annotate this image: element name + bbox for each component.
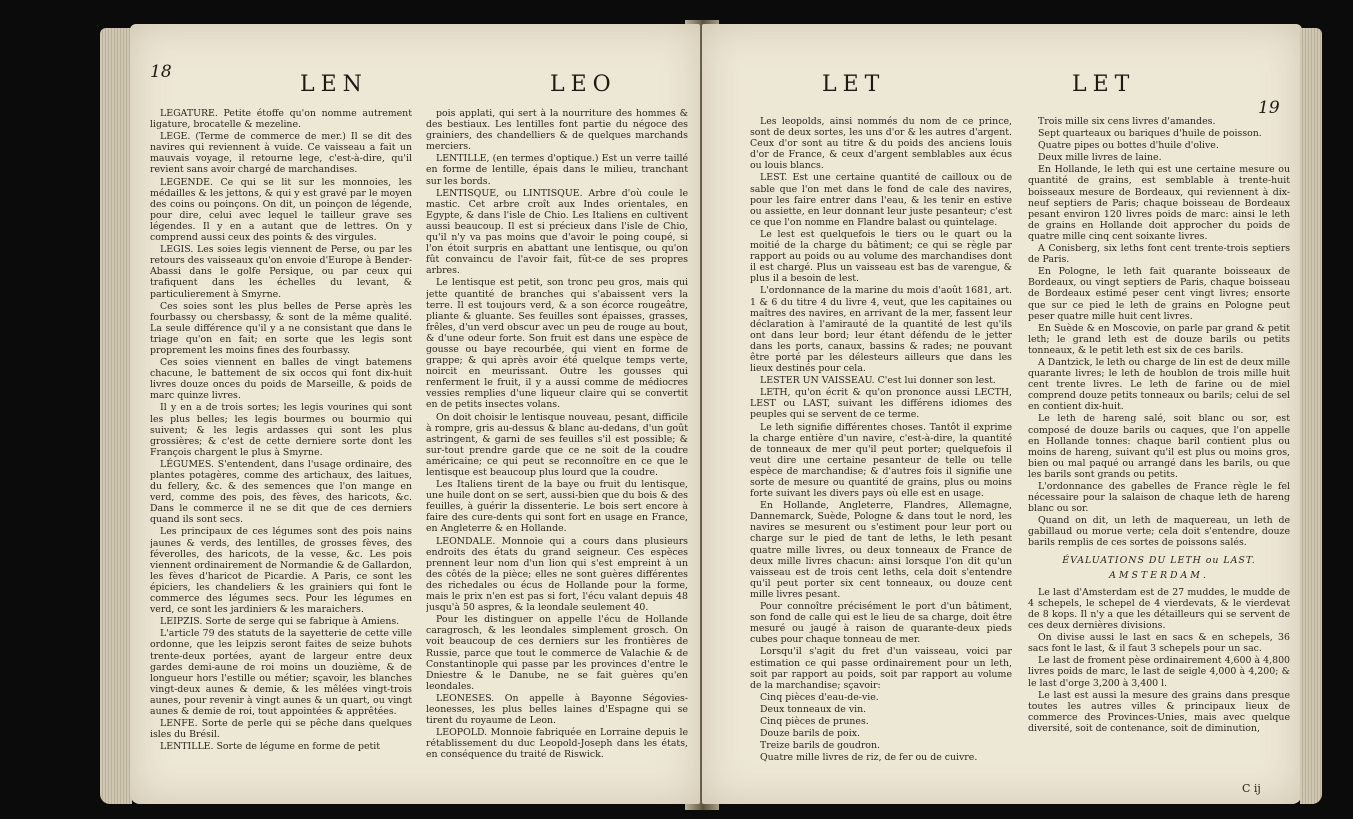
text-paragraph: L'article 79 des statuts de la sayetterie de cette ville ordonne, que les leipzis seront faites de seize buhots trente-deux portées, ayant de largeur entre deux gardes demi-aune de roi moins un douzième, & de longueur hors l'estille ou métier; sçavoir, les blanches vingt-deux aunes & demie, & les mêlées vingt-trois aunes, pour revenir à vingt aunes & un quart, ou vingt aunes & demie de roi, tout appointées & apprêtées.: [150, 628, 412, 717]
text-paragraph: Les Italiens tirent de la baye ou fruit du lentisque, une huile dont on se sert, aussi-bien que du bois & des feuilles, à guérir la dissenterie. Le bois sert encore à faire des cure-dents qui sont fort en usage en France, en Angleterre & en Hollande.: [426, 479, 688, 535]
text-paragraph: Douze barils de poix.: [760, 728, 860, 740]
text-paragraph: Les principaux de ces légumes sont des pois nains jaunes & verds, des lentilles, de grosses fèves, des féverolles, des haricots, de la vesse, &c. Les pois viennent ordinairement de Normandie & de Gallardon, les fèves d'haricot de Picardie. A Paris, ce sont les épiciers, les chandeliers & les grainiers qui font le commerce des légumes secs. Pour les légumes en verd, ce sont les jardiniers & les maraichers.: [150, 526, 412, 616]
text-paragraph: A Dantzick, le leth ou charge de lin est de deux mille quarante livres; le leth de houblon de trois mille huit cent trente livres. Le leth de farine ou de miel comprend douze petits tonneaux ou barils; celui de sel en contient dix-huit.: [1028, 356, 1290, 413]
running-head-right-col1: LET: [822, 72, 886, 97]
text-paragraph: Treize barils de goudron.: [760, 740, 880, 752]
text-paragraph: Le last de froment pèse ordinairement 4,600 à 4,800 livres poids de marc, le last de seigle 4,000 à 4,200; & le last d'orge 3,200 à 3,400 l.: [1028, 655, 1290, 689]
right-page-column-2: [1028, 116, 1290, 784]
text-paragraph: LETH, qu'on écrit & qu'on prononce aussi LECTH, LEST ou LAST, suivant les différens idiomes des peuples qui se servent de ce terme.: [750, 387, 1012, 421]
text-paragraph: L'ordonnance de la marine du mois d'août 1681, art. 1 & 6 du titre 4 du livre 4, veut, que les capitaines ou maîtres des navires, en arrivant de la mer, fassent leur déclaration à l'amirauté de la quantité de lest qu'ils ont dans leur bord; leur étant défendu de le jetter dans les ports, canaux, bassins & rades; ne pouvant être porté par les délesteurs ailleurs que dans les lieux destinés pour cela.: [750, 285, 1012, 375]
text-paragraph: LEONESES. On appelle à Bayonne Ségovies-leonesses, les plus belles laines d'Espagne qui se tirent du royaume de Leon.: [426, 692, 688, 727]
text-paragraph: Cinq pièces de prunes.: [760, 715, 869, 727]
text-paragraph: LENTILLE, (en termes d'optique.) Est un verre taillé en forme de lentille, épais dans le milieu, tranchant sur les bords.: [426, 153, 688, 187]
text-paragraph: Le last est aussi la mesure des grains dans presque toutes les autres villes & principaux lieux de commerce des Provinces-Unies, mais avec quelque diversité, soit de contenance, soit de diminution,: [1028, 689, 1290, 734]
text-paragraph: LENTILLE. Sorte de légume en forme de petit: [160, 741, 381, 753]
left-page-edges: [100, 28, 132, 804]
text-paragraph: En Suède & en Moscovie, on parle par grand & petit leth; le grand leth est de douze barils ou petits tonneaux, & le petit leth est six de ces barils.: [1028, 322, 1290, 356]
text-paragraph: AMSTERDAM.: [1109, 569, 1209, 581]
right-page-column-1: [750, 116, 1012, 796]
text-paragraph: En Hollande, le leth qui est une certaine mesure ou quantité de grains, est semblable à trente-huit boisseaux mesure de Bordeaux, qui reviennent à dix-neuf septiers de Paris; chaque boisseau de Bordeaux pesant environ 120 livres poids de marc: ainsi le leth de grains en Hollande doit approcher du poids de quatre mille cinq cent soixante livres.: [1028, 164, 1290, 242]
text-paragraph: Quatre mille livres de riz, de fer ou de cuivre.: [760, 752, 978, 764]
open-book: [100, 10, 1325, 810]
text-paragraph: En Pologne, le leth fait quarante boisseaux de Bordeaux, ou vingt septiers de Paris, chaque boisseau de Bordeaux estimé peser cent vingt livres; ensorte que sur ce pied le leth de grains en Pologne peut peser quatre mille huit cent livres.: [1028, 266, 1290, 322]
left-page: [130, 24, 700, 804]
text-paragraph: Ces soies viennent en balles de vingt batemens chacune, le battement de six occos qui font dix-huit livres douze onces du poids de Marseille, & poids de marc quinze livres.: [150, 357, 412, 402]
text-paragraph: L'ordonnance des gabelles de France règle le fel nécessaire pour la salaison de chaque leth de hareng blanc ou sor.: [1028, 481, 1290, 515]
text-paragraph: LEGIS. Les soies legis viennent de Perse, ou par les retours des vaisseaux qu'on envoie d'Europe à Bender-Abassi dans le golfe Persique, ou par ceux qui trafiquent dans les échelles du levant, & particulierement à Smyrne.: [150, 244, 412, 300]
text-paragraph: Le leth de hareng salé, soit blanc ou sor, est composé de douze barils ou caques, que l'on appelle en Hollande tonnes: chaque baril contient plus ou moins de hareng, suivant qu'il est plus ou moins gros, bien ou mal paqué ou arrangé dans les barils, ou que les barils sont grands ou petits.: [1028, 413, 1290, 480]
text-paragraph: Sept quarteaux ou bariques d'huile de poisson.: [1038, 128, 1262, 140]
right-page-edges: [1300, 28, 1322, 804]
text-paragraph: Quand on dit, un leth de maquereau, un leth de gabillaud ou morue verte; cela doit s'entendre, douze barils remplis de ces sortes de poissons salés.: [1028, 515, 1290, 549]
running-head-right-col2: LET: [1072, 72, 1136, 97]
text-paragraph: Le lentisque est petit, son tronc peu gros, mais qui jette quantité de branches qui s'abaissent vers la terre. Il est toujours verd, & a son écorce rougeâtre, pliante & gluante. Ses feuilles sont épaisses, grasses, frêles, d'un verd obscur avec un peu de rouge au bout, & d'une odeur forte. Son fruit est dans une espèce de gousse ou baye recourbée, qui vient en forme de grappe; & qui après avoir été quelque temps verte, noircit en meurissant. Outre les gousses qui renferment le fruit, il y a aussi comme de médiocres vessies remplies d'une liqueur claire qui se convertit en de petits insectes volans.: [426, 277, 688, 411]
text-paragraph: LEIPZIS. Sorte de serge qui se fabrique à Amiens.: [160, 616, 400, 628]
text-paragraph: Deux tonneaux de vin.: [760, 703, 867, 715]
text-paragraph: Pour les distinguer on appelle l'écu de Hollande caragrosch, & les leondales simplement grosch. On voit beaucoup de ces derniers sur les frontières de Russie, parce que tout le commerce de Valachie & de Constantinople qui passe par les provinces d'entre le Dniestre & le Danube, ne se fait guères qu'en leondales.: [426, 614, 688, 692]
text-paragraph: LEGE. (Terme de commerce de mer.) Il se dit des navires qui reviennent à vuide. Ce vaisseau a fait un mauvais voyage, il retourne lege, c'est-à-dire, qu'il revient sans avoir chargé de marchandises.: [150, 131, 412, 176]
text-paragraph: Quatre pipes ou bottes d'huile d'olive.: [1038, 140, 1219, 152]
text-paragraph: LEST. Est une certaine quantité de cailloux ou de sable que l'on met dans le fond de cale des navires, pour les faire entrer dans l'eau, & les tenir en estive ou assiette, en leur donnant leur juste pesanteur; c'est ce que l'on nomme en Flandre balast ou quintelage.: [750, 172, 1012, 228]
text-paragraph: Le lest est quelquefois le tiers ou le quart ou la moitié de la charge du bâtiment; ce qui se règle par rapport au poids ou au volume des marchandises dont il est chargé. Plus un vaisseau est bas de varengue, & plus il a besoin de lest.: [750, 228, 1012, 285]
right-page: [702, 24, 1302, 804]
running-head-left-col1: LEN: [300, 72, 368, 97]
text-paragraph: On divise aussi le last en sacs & en schepels, 36 sacs font le last, & il faut 3 schepels pour un sac.: [1028, 632, 1290, 655]
text-paragraph: ÉVALUATIONS DU LETH ou LAST.: [1062, 554, 1256, 566]
text-paragraph: LEONDALE. Monnoie qui a cours dans plusieurs endroits des états du grand seigneur. Ces espèces prennent leur nom d'un lion qui s'est empreint à un des côtés de la pièce; elles ne sont guères différentes des richedales ou écus de Hollande pour la forme, mais le prix n'en est pas si fort, l'écu valant depuis 48 jusqu'à 50 aspres, & la leondale seulement 40.: [426, 535, 688, 614]
text-paragraph: LEGENDE. Ce qui se lit sur les monnoies, les médailles & les jettons, & qui y est gravé par le moyen des coins ou poinçons. On dit, un poinçon de légende, pour dire, celui avec lequel le tailleur grave ses légendes. Il y en a autant que de lettres. On y comprend aussi ceux des points & des virgules.: [150, 176, 412, 244]
text-paragraph: En Hollande, Angleterre, Flandres, Allemagne, Dannemarck, Suède, Pologne & dans tout le nord, les navires se mesurent ou s'estiment pour leur port ou charge sur le pied de tant de leths, le leth pesant quatre mille livres, ou deux tonneaux de France de deux mille livres chacun: ainsi lorsque l'on dit qu'un vaisseau est de trois cent leths, cela doit s'entendre qu'il peut porter six cent tonneaux, ou douze cent mille livres pesant.: [750, 500, 1012, 600]
text-paragraph: LENFE. Sorte de perle qui se pêche dans quelques isles du Brésil.: [150, 718, 412, 741]
text-paragraph: A Conisberg, six leths font cent trente-trois septiers de Paris.: [1028, 243, 1290, 266]
text-paragraph: Lorsqu'il s'agit du fret d'un vaisseau, voici par estimation ce qui passe ordinairement pour un leth, soit par rapport au poids, soit par rapport au volume de la marchandise; sçavoir:: [750, 646, 1012, 691]
text-paragraph: Cinq pièces d'eau-de-vie.: [760, 691, 879, 703]
text-paragraph: Trois mille six cens livres d'amandes.: [1038, 116, 1216, 127]
text-paragraph: LESTER UN VAISSEAU. C'est lui donner son lest.: [760, 375, 996, 387]
text-paragraph: On doit choisir le lentisque nouveau, pesant, difficile à rompre, gris au-dessus & blanc au-dedans, d'un goût astringent, & garni de ses feuilles s'il est possible; & sur-tout prendre garde que ce ne soit de la coudre américaine; ce qui peut se reconnoître en ce que le lentisque est beaucoup plus lourd que la coudre.: [426, 411, 688, 478]
text-paragraph: Le last d'Amsterdam est de 27 muddes, le mudde de 4 schepels, le schepel de 4 vierdevats, & le vierdevat de 8 kops. Il n'y a que les détailleurs qui se servent de ces deux dernières divisions.: [1028, 586, 1290, 632]
text-paragraph: Les leopolds, ainsi nommés du nom de ce prince, sont de deux sortes, les uns d'or & les autres d'argent. Ceux d'or sont au titre & du poids des anciens louis d'or de France, & ceux d'argent semblables aux écus ou louis blancs.: [750, 116, 1012, 172]
left-page-column-2: [426, 108, 688, 798]
left-page-column-1: [150, 108, 412, 798]
text-paragraph: pois applati, qui sert à la nourriture des hommes & des bestiaux. Les lentilles font partie du négoce des grainiers, des chandelliers & de quelques marchands merciers.: [426, 108, 688, 153]
text-paragraph: Deux mille livres de laine.: [1038, 152, 1162, 164]
page-number-right: 19: [1258, 98, 1280, 118]
signature-mark: C ij: [1242, 782, 1261, 795]
text-paragraph: LÉGUMES. S'entendent, dans l'usage ordinaire, des plantes potagères, comme des artichaux, des laitues, du fellery, &c. & des semences que l'on mange en verd, comme des pois, des fèves, des haricots, &c. Dans le commerce il ne se dit que de ces derniers quand ils sont secs.: [150, 458, 412, 526]
text-paragraph: LEGATURE. Petite étoffe qu'on nomme autrement ligature, brocatelle & mezeline.: [150, 108, 412, 131]
page-number-left: 18: [150, 62, 172, 82]
text-paragraph: LENTISQUE, ou LINTISQUE. Arbre d'où coule le mastic. Cet arbre croît aux Indes orientales, en Egypte, & dans l'isle de Chio. Les Italiens en cultivent aussi beaucoup. Il est si précieux dans l'isle de Chio, qu'il n'y va pas moins que d'avoir le poing coupé, si l'on étoit surpris en abattant une lentisque, ou qu'on fût convaincu de l'avoir fait, fût-ce de ses propres arbres.: [426, 187, 688, 277]
text-paragraph: Il y en a de trois sortes; les legis vourines qui sont les plus belles; les legis bourmes ou bourmio qui suivent; & les legis ardasses qui sont les plus grossières; & c'est de cette derniere sorte dont les François chargent le plus à Smyrne.: [150, 402, 412, 458]
text-paragraph: Ces soies sont les plus belles de Perse après les fourbassy ou chersbassy, & sont de la même qualité. La seule différence qu'il y a ne consistant que dans le triage qu'on en fait; en sorte que les legis sont proprement les moins fines des fourbassy.: [150, 300, 412, 356]
running-head-left-col2: LEO: [550, 72, 617, 97]
text-paragraph: Le leth signifie différentes choses. Tantôt il exprime la charge entière d'un navire, c'est-à-dire, la quantité de tonneaux de mer qu'il peut porter; quelquefois il veut dire une certaine pesanteur de telle ou telle espèce de marchandise; & d'autres fois il signifie une sorte de mesure ou quantité de grains, plus ou moins forte suivant les divers pays où elle est en usage.: [750, 421, 1012, 500]
text-paragraph: LEOPOLD. Monnoie fabriquée en Lorraine depuis le rétablissement du duc Leopold-Joseph dans les états, en conséquence du traité de Riswick.: [426, 727, 688, 761]
text-paragraph: Pour connoître précisément le port d'un bâtiment, son fond de calle qui est le lieu de sa charge, doit être mesuré ou jaugé à raison de quarante-deux pieds cubes pour chaque tonneau de mer.: [750, 601, 1012, 646]
